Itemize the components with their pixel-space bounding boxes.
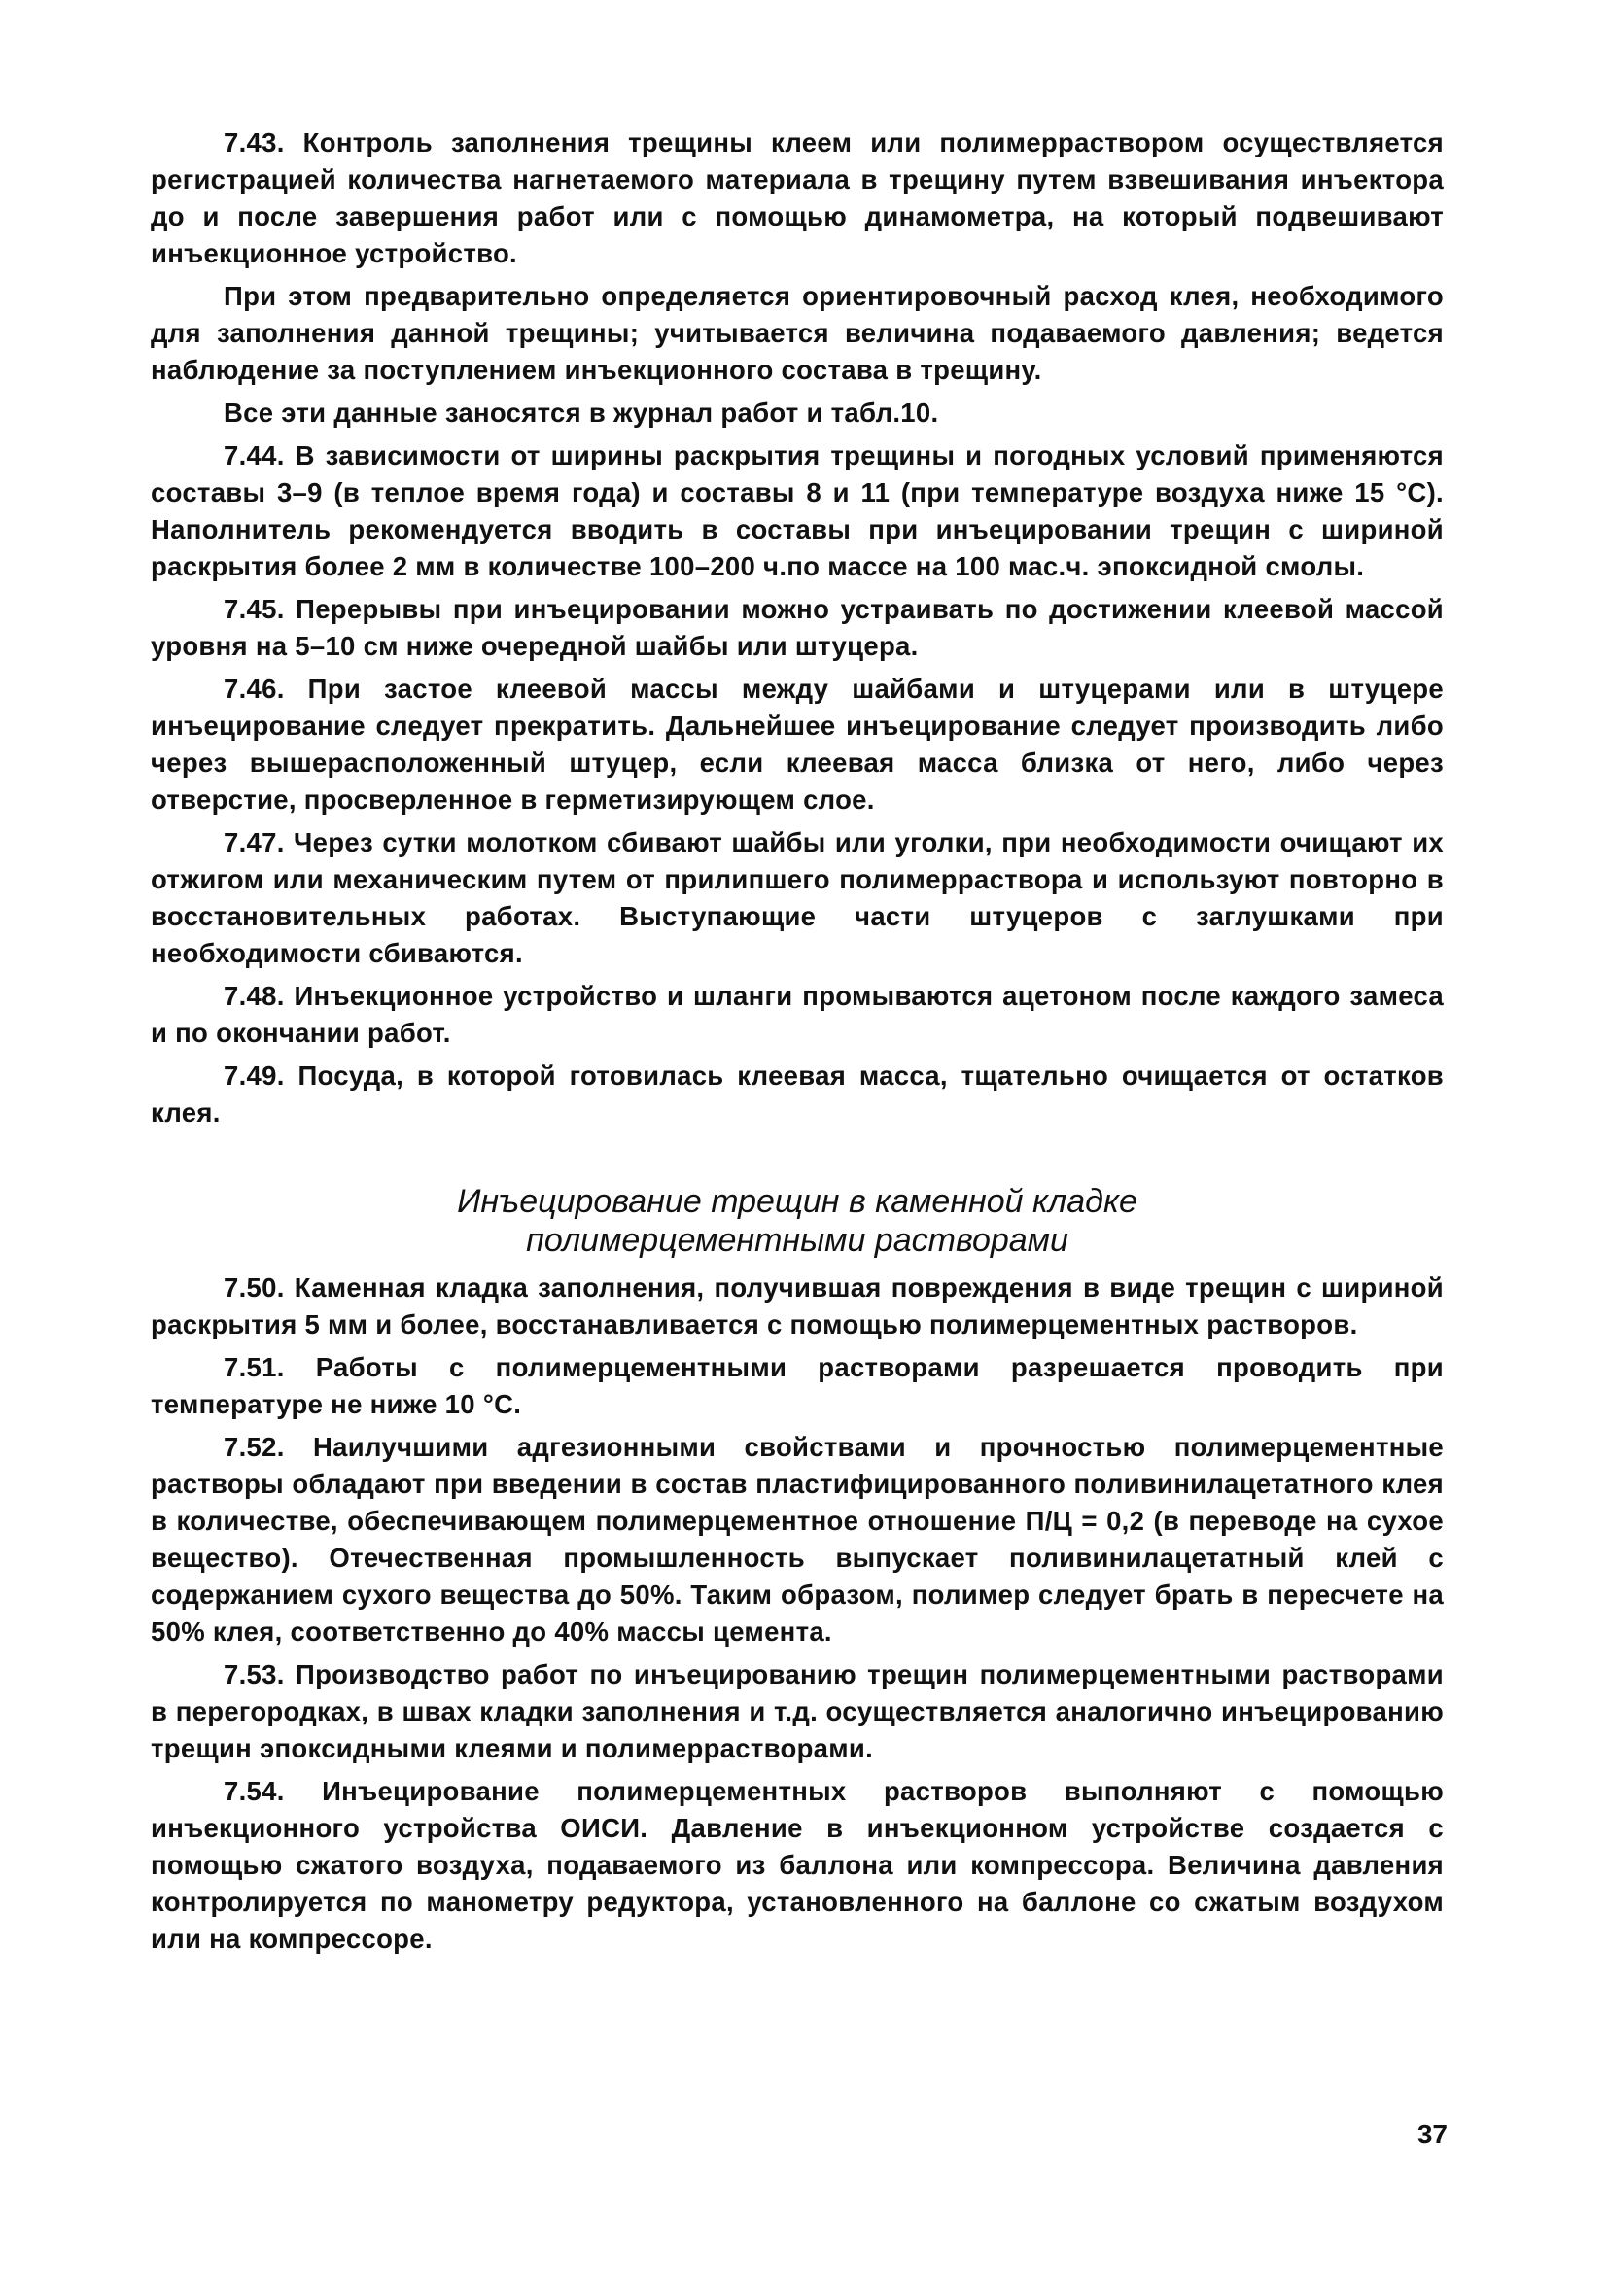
section-title <box>151 1182 1444 1260</box>
paragraph-7-53: 7.53. Производство работ по инъецированию трещин полимерцементными растворами в перегородках, в швах кладки заполнения и т.д. осуществляется аналогично инъецированию трещин эпоксидными клеями и полимеррастворами. <box>151 1659 1444 1763</box>
section-title-line-2: полимерцементными растворами <box>526 1222 1068 1259</box>
document-page <box>151 124 1444 1964</box>
paragraph-7-43: 7.43. Контроль заполнения трещины клеем или полимерраствором осуществляется регистрацией количества нагнетаемого материала в трещину путем взвешивания инъектора до и после завершения работ или с помощью динамометра, на который подвешивают инъекционное устройство. <box>151 127 1444 268</box>
paragraph-7-51: 7.51. Работы с полимерцементными растворами разрешается проводить при температуре не ниже 10 °С. <box>151 1352 1444 1419</box>
section-title-line-1: Инъецирование трещин в каменной кладке <box>457 1183 1137 1220</box>
paragraph-7-44: 7.44. В зависимости от ширины раскрытия трещины и погодных условий применяются составы 3–9 (в теплое время года) и составы 8 и 11 (при температуре воздуха ниже 15 °С). Наполнитель рекомендуется вводить в составы при инъецировании трещин с шириной раскрытия более 2 мм в количестве 100–200 ч.по массе на 100 мас.ч. эпоксидной смолы. <box>151 440 1444 581</box>
paragraph-7-49: 7.49. Посуда, в которой готовилась клеевая масса, тщательно очищается от остатков клея. <box>151 1061 1444 1128</box>
paragraph-7-46: 7.46. При застое клеевой массы между шайбами и штуцерами или в штуцере инъецирование следует прекратить. Дальнейшее инъецирование следует производить либо через вышерасположенный штуцер, если клеевая масса близка от него, либо через отверстие, просверленное в герметизирующем слое. <box>151 674 1444 815</box>
paragraph-7-45: 7.45. Перерывы при инъецировании можно устраивать по достижении клеевой массой уровня на 5–10 см ниже очередной шайбы или штуцера. <box>151 594 1444 661</box>
paragraph-7-47: 7.47. Через сутки молотком сбивают шайбы или уголки, при необходимости очищают их отжигом или механическим путем от прилипшего полимерраствора и используют повторно в восстановительных работах. Выступающие части штуцеров с заглушками при необходимости сбиваются. <box>151 827 1444 968</box>
paragraph-7-54: 7.54. Инъецирование полимерцементных растворов выполняют с помощью инъекционного устройства ОИСИ. Давление в инъекционном устройстве создается с помощью сжатого воздуха, подаваемого из баллона или компрессора. Величина давления контролируется по манометру редуктора, установленного на баллоне со сжатым воздухом или на компрессоре. <box>151 1776 1444 1954</box>
page-number: 37 <box>1416 2119 1448 2149</box>
paragraph-7-43-cont-2: Все эти данные заносятся в журнал работ и табл.10. <box>224 398 939 428</box>
paragraph-7-52: 7.52. Наилучшими адгезионными свойствами и прочностью полимерцементные растворы обладают при введении в состав пластифицированного поливинилацетатного клея в количестве, обеспечивающем полимерцементное отношение П/Ц = 0,2 (в переводе на сухое вещество). Отечественная промышленность выпускает поливинилацетатный клей с содержанием сухого вещества до 50%. Таким образом, полимер следует брать в пересчете на 50% клея, соответственно до 40% массы цемента. <box>151 1432 1444 1647</box>
paragraph-7-43-cont-1: При этом предварительно определяется ориентировочный расход клея, необходимого для заполнения данной трещины; учитывается величина подаваемого давления; ведется наблюдение за поступлением инъекционного состава в трещину. <box>151 281 1444 385</box>
paragraph-7-48: 7.48. Инъекционное устройство и шланги промываются ацетоном после каждого замеса и по окончании работ. <box>151 981 1444 1048</box>
paragraph-7-50: 7.50. Каменная кладка заполнения, получившая повреждения в виде трещин с шириной раскрытия 5 мм и более, восстанавливается с помощью полимерцементных растворов. <box>151 1272 1444 1339</box>
